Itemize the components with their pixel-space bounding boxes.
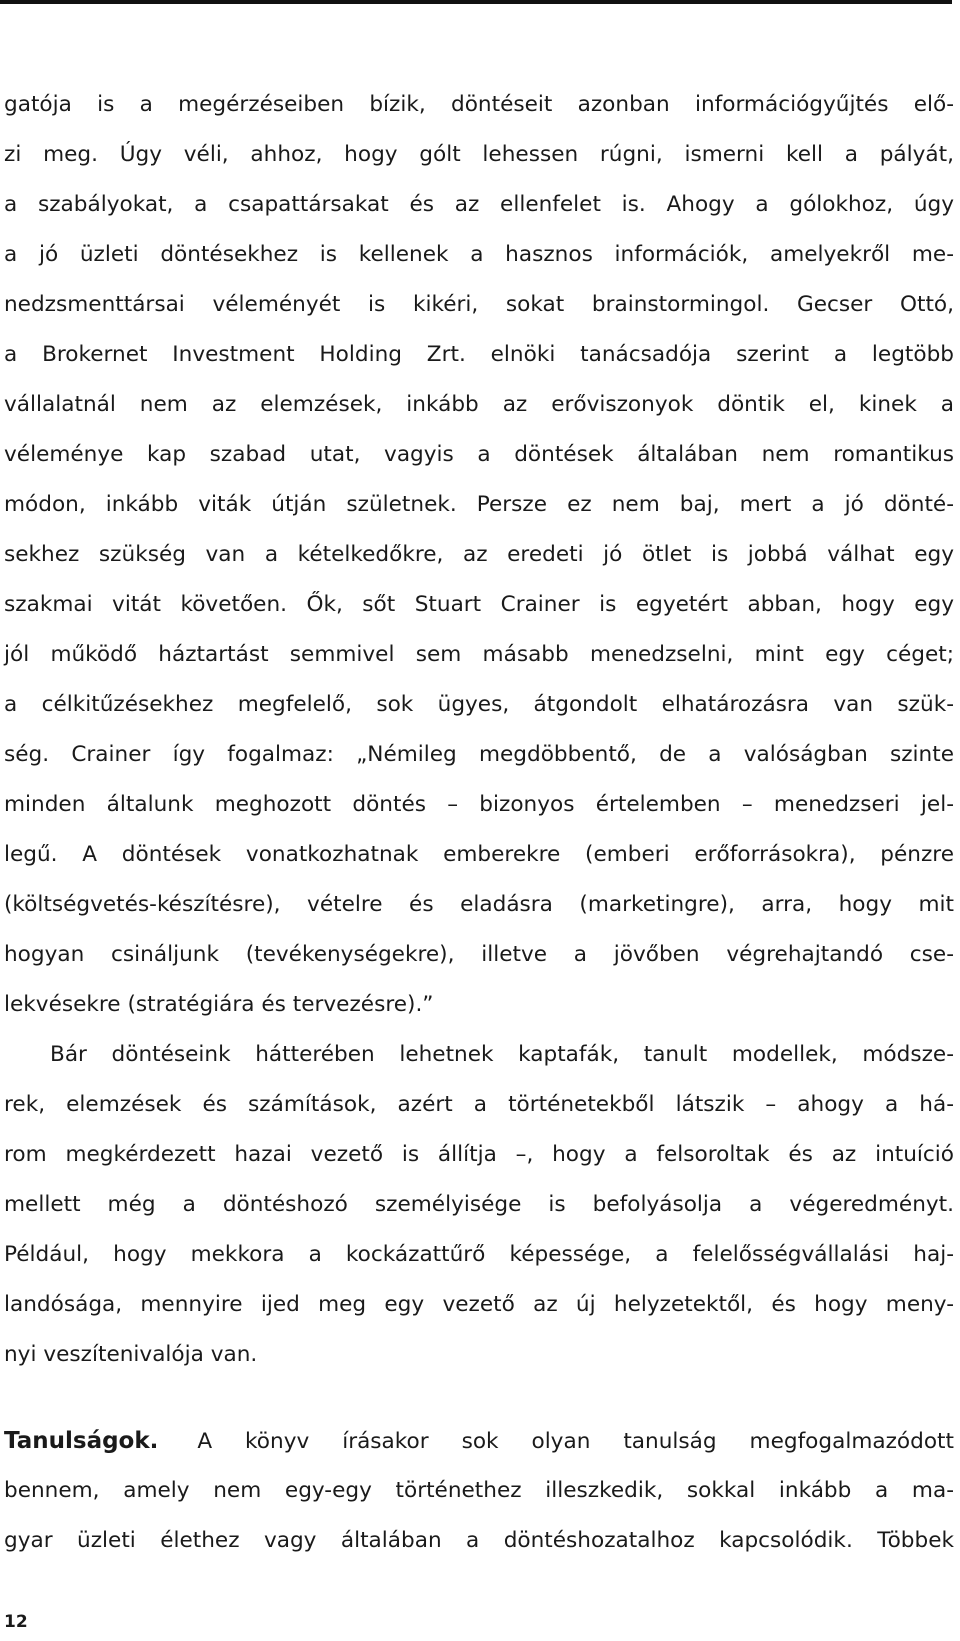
text-line: zi meg. Úgy véli, ahhoz, hogy gólt lehessen rúgni, ismerni kell a pályát, [4,142,954,167]
text-line: Például, hogy mekkora a kockázattűrő képessége, a felelősségvállalási haj- [4,1242,954,1267]
text-line: mellett még a döntéshozó személyisége is befolyásolja a végeredményt. [4,1192,954,1217]
text-line: rek, elemzések és számítások, azért a történetekből látszik – ahogy a há- [4,1092,954,1117]
text-line: lekvésekre (stratégiára és tervezésre).” [4,992,434,1017]
text-line: jól működő háztartást semmivel sem másabb menedzselni, mint egy céget; [4,642,954,667]
text-line: szakmai vitát követően. Ők, sőt Stuart Crainer is egyetért abban, hogy egy [4,592,954,617]
section-first-line: A könyv írásakor sok olyan tanulság megfogalmazódott [197,1429,954,1454]
text-line: (költségvetés-készítésre), vételre és eladásra (marketingre), arra, hogy mit [4,892,954,917]
section-lessons [4,1416,954,1566]
page-body [4,80,954,1566]
text-line [4,1416,954,1466]
text-line: véleménye kap szabad utat, vagyis a döntések általában nem romantikus [4,442,954,467]
text-line: gatója is a megérzéseiben bízik, döntéseit azonban információgyűjtés elő- [4,92,954,117]
text-line: módon, inkább viták útján születnek. Persze ez nem baj, mert a jó dönté- [4,492,954,517]
top-rule [0,0,952,4]
text-line: vállalatnál nem az elemzések, inkább az erőviszonyok döntik el, kinek a [4,392,954,417]
text-line: minden általunk meghozott döntés – bizonyos értelemben – menedzseri jel- [4,792,954,817]
paragraph-2 [4,1030,954,1380]
section-gap [4,1380,954,1416]
text-line: gyar üzleti élethez vagy általában a döntéshozatalhoz kapcsolódik. Többek [4,1528,954,1553]
text-line: a jó üzleti döntésekhez is kellenek a hasznos információk, amelyekről me- [4,242,954,267]
text-line: a Brokernet Investment Holding Zrt. elnöki tanácsadója szerint a legtöbb [4,342,954,367]
text-line: legű. A döntések vonatkozhatnak emberekre (emberi erőforrásokra), pénzre [4,842,954,867]
text-line: nedzsmenttársai véleményét is kikéri, sokat brainstormingol. Gecser Ottó, [4,292,954,317]
section-heading: Tanulságok. [4,1428,159,1454]
paragraph-1 [4,80,954,1030]
text-line: a célkitűzésekhez megfelelő, sok ügyes, átgondolt elhatározásra van szük- [4,692,954,717]
text-line: ség. Crainer így fogalmaz: „Némileg megdöbbentő, de a valóságban szinte [4,742,954,767]
text-line: rom megkérdezett hazai vezető is állítja –, hogy a felsoroltak és az intuíció [4,1142,954,1167]
text-line: sekhez szükség van a kételkedőkre, az eredeti jó ötlet is jobbá válhat egy [4,542,954,567]
text-line: Bár döntéseink hátterében lehetnek kaptafák, tanult modellek, módsze- [50,1042,954,1067]
text-line: bennem, amely nem egy-egy történethez illeszkedik, sokkal inkább a ma- [4,1478,954,1503]
page-number: 12 [4,1612,28,1632]
text-line: nyi veszítenivalója van. [4,1342,258,1367]
text-line: landósága, mennyire ijed meg egy vezető az új helyzetektől, és hogy meny- [4,1292,954,1317]
text-line: hogyan csináljunk (tevékenységekre), illetve a jövőben végrehajtandó cse- [4,942,954,967]
text-line: a szabályokat, a csapattársakat és az ellenfelet is. Ahogy a gólokhoz, úgy [4,192,954,217]
